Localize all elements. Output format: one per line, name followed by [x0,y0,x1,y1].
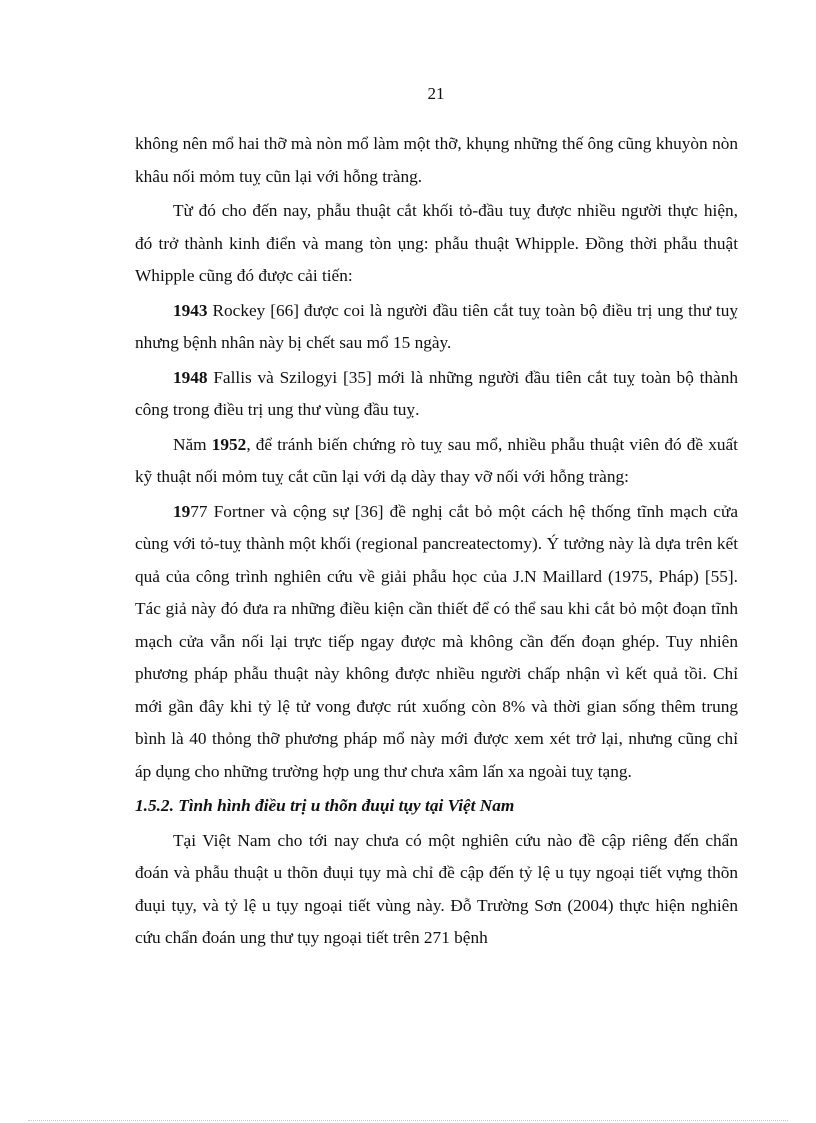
paragraph-prefix: Năm [173,434,212,454]
year-label: 1948 [173,367,208,387]
year-label: 19 [173,501,191,521]
paragraph-text: Rockey [66] được coi là người đầu tiên cắt tuỵ toàn bộ điều trị ung thư tuỵ nhưng bệnh nhân này bị chết sau mổ 15 ngày. [135,300,738,352]
paragraph-2 [135,195,738,293]
section-heading: 1.5.2. Tình hình điều trị u thõn đuụi tụy tại Việt Nam [135,796,515,815]
paragraph-1977 [135,496,738,789]
paragraph-1952 [135,429,738,494]
page-number: 21 [427,84,445,103]
paragraph-text: , để tránh biến chứng rò tuỵ sau mổ, nhiều phẫu thuật viên đó đề xuất kỹ thuật nối mỏm tuỵ cắt cũn lại với dạ dày thay vỡ nối với hỗng tràng: [135,434,738,486]
paragraph-1948 [135,362,738,427]
paragraph-text: Tại Việt Nam cho tới nay chưa có một nghiên cứu nào đề cập riêng đến chẩn đoán và phẫu thuật u thõn đuụi tụy mà chỉ đề cập đến tỷ lệ u tụy ngoại tiết vựng thõn đuụi tụy, và tỷ lệ u tụy ngoại tiết vùng này. Đỗ Trường Sơn (2004) thực hiện nghiên cứu chẩn đoán ung thư tụy ngoại tiết trên 271 bệnh [135,830,738,947]
paragraph-1943 [135,295,738,360]
document-body [135,128,738,957]
paragraph-text: 77 Fortner và cộng sự [36] đề nghị cắt bỏ một cách hệ thống tĩnh mạch cửa cùng với tỏ-tuỵ thành một khối (regional pancreatectomy). Ý tưởng này là dựa trên kết quả của công trình nghiên cứu về giải phẫu học của J.N Maillard (1975, Pháp) [55]. Tác giả này đó đưa ra những điều kiện cần thiết để có thể sau khi cắt bỏ một đoạn tĩnh mạch cửa vẫn nối lại trực tiếp ngay được mà không cần đến đoạn ghép. Tuy nhiên phương pháp phẫu thuật này không được nhiều người chấp nhận vì kết quả tồi. Chỉ mới gần đây khi tỷ lệ tử vong được rút xuống còn 8% và thời gian sống thêm trung bình là 40 thỏng thỡ phương pháp mổ này mới được xem xét trở lại, nhưng cũng chỉ áp dụng cho những trường hợp ung thư chưa xâm lấn xa ngoài tuỵ tạng. [135,501,738,781]
page-bottom-border [28,1120,788,1121]
paragraph-vietnam [135,825,738,955]
paragraph-text: Từ đó cho đến nay, phẫu thuật cắt khối tỏ-đầu tuỵ được nhiều người thực hiện, đó trở thành kinh điển và mang tòn ụng: phẫu thuật Whipple. Đồng thời phẫu thuật Whipple cũng đó được cải tiến: [135,201,738,285]
paragraph-1 [135,128,738,193]
paragraph-text: không nên mổ hai thỡ mà nòn mổ làm một thỡ, khụng những thế ông cũng khuyòn nòn khâu nối mỏm tuỵ cũn lại với hỗng tràng. [135,134,738,186]
year-label: 1943 [173,300,208,320]
paragraph-text: Fallis và Szilogyi [35] mới là những người đầu tiên cắt tuỵ toàn bộ thành công trong điều trị ung thư vùng đầu tuỵ. [135,367,738,419]
year-label: 1952 [211,434,247,454]
